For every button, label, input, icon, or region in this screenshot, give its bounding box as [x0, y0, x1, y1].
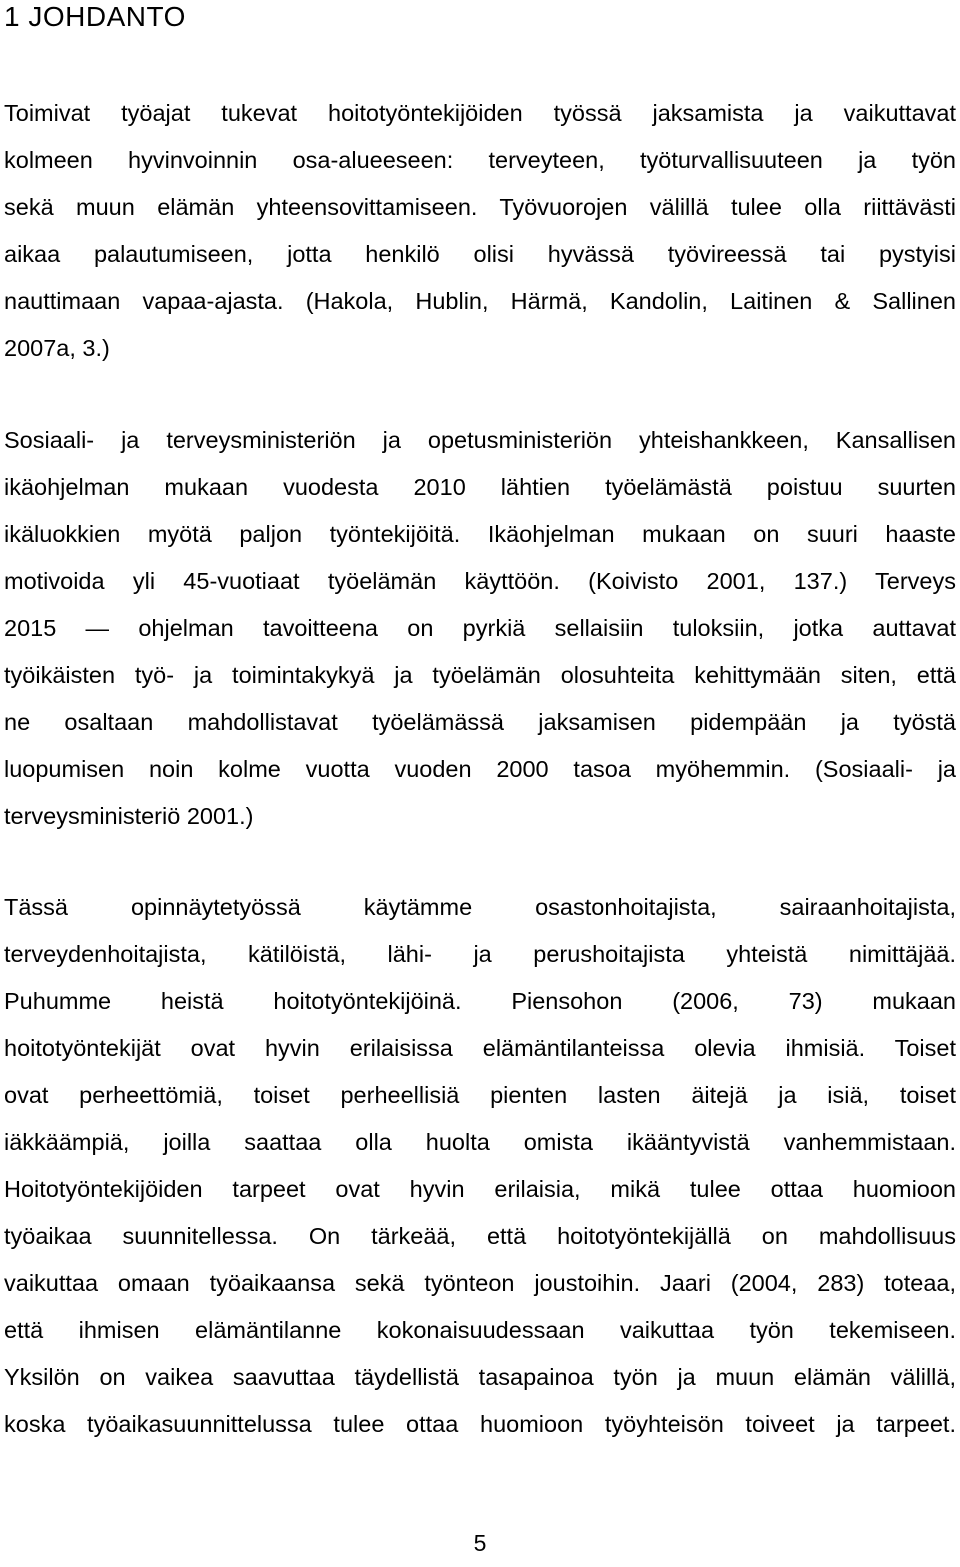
paragraph-line: työaikaa suunnitellessa. On tärkeää, että hoitotyöntekijällä on mahdollisuus: [4, 1223, 956, 1249]
paragraph-line: koska työaikasuunnittelussa tulee ottaa huomioon työyhteisön toiveet ja tarpeet.: [4, 1411, 956, 1437]
paragraph-line: ikäluokkien myötä paljon työntekijöitä. Ikäohjelman mukaan on suuri haaste: [4, 521, 956, 547]
paragraph-line: ne osaltaan mahdollistavat työelämässä jaksamisen pidempään ja työstä: [4, 709, 956, 735]
paragraph-line: hoitotyöntekijät ovat hyvin erilaisissa elämäntilanteissa olevia ihmisiä. Toiset: [4, 1035, 956, 1061]
paragraph-line: Tässä opinnäytetyössä käytämme osastonhoitajista, sairaanhoitajista,: [4, 894, 956, 920]
paragraph-line: terveysministeriö 2001.): [4, 803, 254, 829]
paragraph-line: ikäohjelman mukaan vuodesta 2010 lähtien työelämästä poistuu suurten: [4, 474, 956, 500]
paragraph-line: nauttimaan vapaa-ajasta. (Hakola, Hublin, Härmä, Kandolin, Laitinen & Sallinen: [4, 288, 956, 314]
paragraph-line: aikaa palautumiseen, jotta henkilö olisi hyvässä työvireessä tai pystyisi: [4, 241, 956, 267]
paragraph-line: luopumisen noin kolme vuotta vuoden 2000 tasoa myöhemmin. (Sosiaali- ja: [4, 756, 956, 782]
paragraph-line: Toimivat työajat tukevat hoitotyöntekijöiden työssä jaksamista ja vaikuttavat: [4, 100, 956, 126]
paragraph-line: Hoitotyöntekijöiden tarpeet ovat hyvin erilaisia, mikä tulee ottaa huomioon: [4, 1176, 956, 1202]
paragraph-line: iäkkäämpiä, joilla saattaa olla huolta omista ikääntyvistä vanhemmistaan.: [4, 1129, 956, 1155]
paragraph: [4, 90, 956, 372]
paragraph-line: että ihmisen elämäntilanne kokonaisuudessaan vaikuttaa työn tekemiseen.: [4, 1317, 956, 1343]
paragraph-line: sekä muun elämän yhteensovittamiseen. Työvuorojen välillä tulee olla riittävästi: [4, 194, 956, 220]
paragraph-line: 2007a, 3.): [4, 335, 110, 361]
page-number: 5: [473, 1530, 487, 1556]
paragraph-line: työikäisten työ- ja toimintakykyä ja työelämän olosuhteita kehittymään siten, että: [4, 662, 956, 688]
paragraph-line: 2015 — ohjelman tavoitteena on pyrkiä sellaisiin tuloksiin, jotka auttavat: [4, 615, 956, 641]
paragraph-line: motivoida yli 45-vuotiaat työelämän käyttöön. (Koivisto 2001, 137.) Terveys: [4, 568, 956, 594]
paragraph-line: ovat perheettömiä, toiset perheellisiä pienten lasten äitejä ja isiä, toiset: [4, 1082, 956, 1108]
paragraph: [4, 417, 956, 840]
chapter-heading: 1 JOHDANTO: [4, 1, 186, 32]
paragraph-line: vaikuttaa omaan työaikaansa sekä työnteon joustoihin. Jaari (2004, 283) toteaa,: [4, 1270, 956, 1296]
paragraph-line: kolmeen hyvinvoinnin osa-alueeseen: terveyteen, työturvallisuuteen ja työn: [4, 147, 956, 173]
paragraph-line: Sosiaali- ja terveysministeriön ja opetusministeriön yhteishankkeen, Kansallisen: [4, 427, 956, 453]
paragraph-line: terveydenhoitajista, kätilöistä, lähi- ja perushoitajista yhteistä nimittäjää.: [4, 941, 956, 967]
paragraph: [4, 884, 956, 1448]
paragraph-line: Puhumme heistä hoitotyöntekijöinä. Piensohon (2006, 73) mukaan: [4, 988, 956, 1014]
paragraph-line: Yksilön on vaikea saavuttaa täydellistä tasapainoa työn ja muun elämän välillä,: [4, 1364, 956, 1390]
